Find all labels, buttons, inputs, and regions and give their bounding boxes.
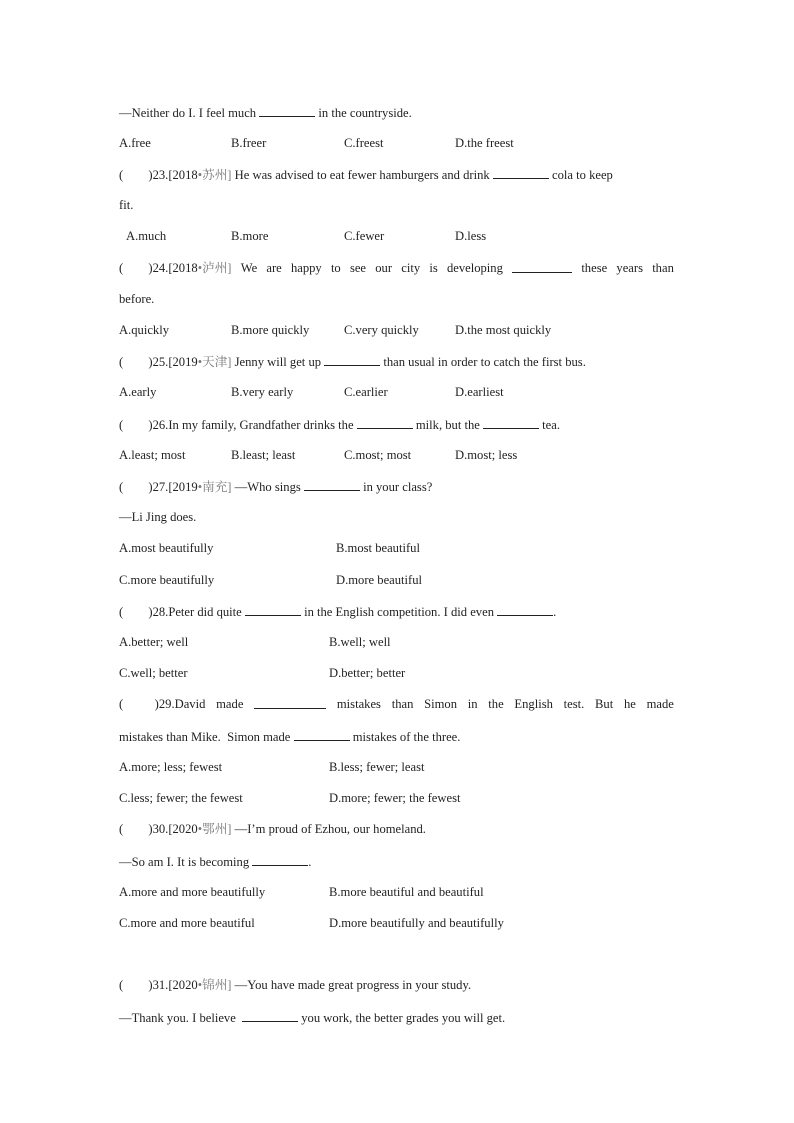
option-c[interactable]: C.very quickly [344,323,419,337]
option-d[interactable]: D.more; fewer; the fewest [329,791,461,805]
option-c[interactable]: C.earlier [344,385,388,399]
option-d[interactable]: D.earliest [455,385,504,399]
answer-paren[interactable]: ( ) [119,168,153,182]
option-a[interactable]: A.most beautifully [119,541,214,555]
option-a[interactable]: A.least; most [119,448,186,462]
answer-blank[interactable] [357,416,413,429]
answer-blank[interactable] [512,260,572,273]
answer-blank[interactable] [304,478,360,491]
q23-continuation: fit. [119,198,134,212]
answer-blank[interactable] [259,104,315,117]
answer-blank[interactable] [252,853,308,866]
answer-blank[interactable] [493,166,549,179]
source-tag: •锦州] [197,978,232,992]
q27-line: ( )27.[2019•南充] —Who sings in your class? [119,480,433,494]
source-tag: •南充] [197,480,232,494]
answer-blank[interactable] [483,416,539,429]
answer-paren[interactable]: ( ) [119,978,153,992]
option-d[interactable]: D.the most quickly [455,323,552,337]
option-c[interactable]: C.freest [344,136,384,150]
q25-line: ( )25.[2019•天津] Jenny will get up than usual in order to catch the first bus. [119,355,586,369]
option-a[interactable]: A.early [119,385,157,399]
option-a[interactable]: A.free [119,136,151,150]
q29-continuation: mistakes than Mike. Simon made mistakes of the three. [119,730,461,744]
q24-line: ( )24.[2018•泸州] We are happy to see our city is developing these years than [119,261,674,275]
option-a[interactable]: A.much [126,229,167,243]
q28-line: ( )28.Peter did quite in the English competition. I did even . [119,605,557,619]
source-tag: •天津] [197,355,232,369]
option-d[interactable]: D.less [455,229,487,243]
q30-line: ( )30.[2020•鄂州] —I’m proud of Ezhou, our homeland. [119,822,426,836]
q31-answer: —Thank you. I believe you work, the better grades you will get. [119,1011,506,1025]
q31-line: ( )31.[2020•锦州] —You have made great progress in your study. [119,978,472,992]
q29-line: ( )29.David made mistakes than Simon in the English test. But he made [119,697,674,711]
option-d[interactable]: D.better; better [329,666,406,680]
answer-blank[interactable] [497,603,553,616]
option-c[interactable]: C.fewer [344,229,385,243]
option-c[interactable]: C.less; fewer; the fewest [119,791,243,805]
source-tag: •鄂州] [197,822,232,836]
q23-line: ( )23.[2018•苏州] He was advised to eat fewer hamburgers and drink cola to keep [119,168,613,182]
option-b[interactable]: B.least; least [231,448,296,462]
option-b[interactable]: B.most beautiful [336,541,420,555]
option-b[interactable]: B.freer [231,136,267,150]
option-a[interactable]: A.better; well [119,635,189,649]
answer-blank[interactable] [324,353,380,366]
option-d[interactable]: D.the freest [455,136,514,150]
option-b[interactable]: B.more [231,229,269,243]
option-d[interactable]: D.more beautiful [336,573,423,587]
option-b[interactable]: B.more beautiful and beautiful [329,885,484,899]
q22-line: —Neither do I. I feel much in the countryside. [119,106,412,120]
option-d[interactable]: D.more beautifully and beautifully [329,916,504,930]
q27-answer: —Li Jing does. [119,510,197,524]
q24-continuation: before. [119,292,155,306]
answer-paren[interactable]: ( ) [119,605,153,619]
answer-paren[interactable]: ( ) [119,822,153,836]
option-c[interactable]: C.more beautifully [119,573,215,587]
option-c[interactable]: C.most; most [344,448,412,462]
q26-line: ( )26.In my family, Grandfather drinks the milk, but the tea. [119,418,561,432]
answer-blank[interactable] [245,603,301,616]
answer-paren[interactable]: ( ) [119,261,153,275]
source-tag: •泸州] [197,261,232,275]
answer-paren[interactable]: ( ) [119,355,153,369]
option-b[interactable]: B.more quickly [231,323,310,337]
option-c[interactable]: C.well; better [119,666,188,680]
q30-answer: —So am I. It is becoming . [119,855,312,869]
answer-paren[interactable]: ( ) [119,418,153,432]
option-a[interactable]: A.more and more beautifully [119,885,266,899]
answer-blank[interactable] [294,728,350,741]
option-b[interactable]: B.less; fewer; least [329,760,425,774]
source-tag: •苏州] [197,168,232,182]
option-b[interactable]: B.very early [231,385,294,399]
option-d[interactable]: D.most; less [455,448,518,462]
option-a[interactable]: A.more; less; fewest [119,760,223,774]
option-c[interactable]: C.more and more beautiful [119,916,255,930]
option-b[interactable]: B.well; well [329,635,391,649]
option-a[interactable]: A.quickly [119,323,170,337]
answer-blank[interactable] [254,696,326,709]
answer-paren[interactable]: ( ) [119,697,159,711]
answer-paren[interactable]: ( ) [119,480,153,494]
answer-blank[interactable] [242,1009,298,1022]
